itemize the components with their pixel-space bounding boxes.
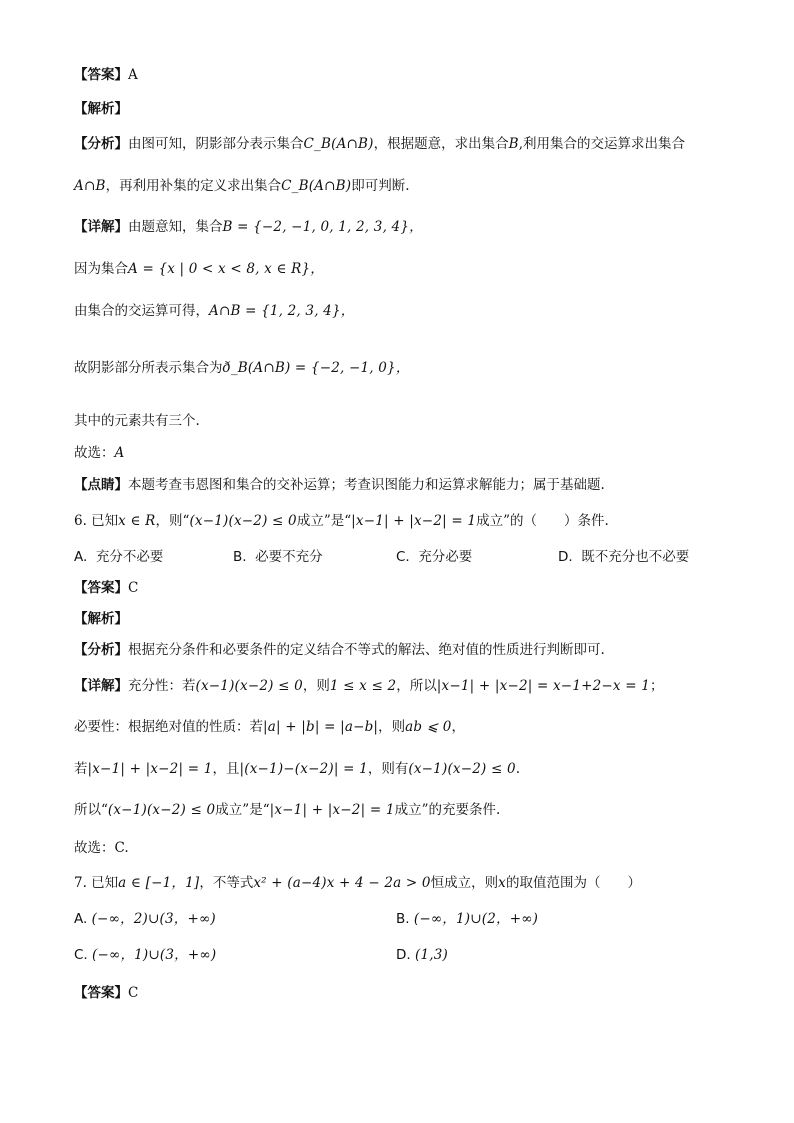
line-math: (x−1)(x−2) ≤ 0 bbox=[195, 678, 303, 694]
option-text: (−∞，2)∪(3，+∞) bbox=[91, 911, 216, 927]
fenxi-math: B bbox=[508, 136, 519, 152]
answer-value: C bbox=[128, 985, 139, 1001]
line-math: |(x−1)−(x−2)| = 1 bbox=[239, 761, 368, 777]
q7-option-a[interactable] bbox=[74, 910, 216, 928]
choose-text: 故选：C. bbox=[74, 840, 129, 856]
line-math: |x−1| + |x−2| = x−1+2−x = 1 bbox=[436, 678, 651, 694]
stem-text: 成立”的（ ）条件. bbox=[476, 513, 609, 529]
line-math: (x−1)(x−2) ≤ 0 bbox=[408, 761, 516, 777]
line-math: (x−1)(x−2) ≤ 0 bbox=[107, 802, 216, 818]
line-math: |x−1| + |x−2| = 1 bbox=[87, 761, 213, 777]
stem-math: a ∈ [−1，1] bbox=[118, 875, 200, 891]
line-text: . bbox=[515, 761, 521, 777]
option-text: (1,3) bbox=[414, 947, 448, 963]
q7-option-d[interactable] bbox=[396, 946, 448, 964]
answer-tag: 【答案】 bbox=[74, 580, 128, 596]
q7-option-b[interactable] bbox=[396, 910, 538, 928]
fenxi-math: C_B(A∩B) bbox=[303, 136, 374, 152]
line-math: ð_B(A∩B) = {−2, −1, 0}， bbox=[222, 360, 410, 376]
stem-math: x bbox=[498, 875, 506, 891]
line-math: A = {x | 0 < x < 8, x ∈ R}， bbox=[128, 261, 324, 277]
fenxi-text: ,利用集合的交运算求出集合 bbox=[518, 136, 686, 152]
question-number: 6. 已知 bbox=[74, 513, 119, 529]
answer-tag: 【答案】 bbox=[74, 67, 128, 83]
q7-option-c[interactable] bbox=[74, 946, 216, 964]
line-math: ab ⩽ 0 bbox=[405, 719, 452, 735]
option-text: 必要不充分 bbox=[255, 549, 323, 565]
q6-sufficiency-line bbox=[74, 677, 664, 695]
line-text: ； bbox=[650, 678, 664, 694]
xiangjie-tag: 【详解】 bbox=[74, 219, 128, 235]
question-number: 7. 已知 bbox=[74, 875, 119, 891]
q5-analysis-tag bbox=[74, 100, 128, 118]
fenxi-text: ，再利用补集的定义求出集合 bbox=[105, 178, 282, 194]
line-text: ，且 bbox=[212, 761, 240, 777]
line-text: 因为集合 bbox=[74, 261, 128, 277]
fenxi-text: 由图可知，阴影部分表示集合 bbox=[128, 136, 304, 152]
option-text: (−∞，1)∪(3，+∞) bbox=[92, 947, 217, 963]
q5-dianjing-line bbox=[74, 476, 605, 494]
xiangjie-text: 由题意知，集合 bbox=[128, 219, 223, 235]
q7-answer-line bbox=[74, 984, 138, 1002]
dianjing-tag: 【点睛】 bbox=[74, 477, 128, 493]
q6-if-line bbox=[74, 760, 520, 778]
line-text: 故阴影部分所表示集合为 bbox=[74, 360, 223, 376]
answer-value: C bbox=[128, 580, 139, 596]
option-text: 充分不必要 bbox=[95, 549, 164, 565]
stem-math: |x−1| + |x−2| = 1 bbox=[351, 513, 477, 529]
line-text: 其中的元素共有三个. bbox=[74, 413, 200, 429]
stem-math: x ∈ R bbox=[118, 513, 156, 529]
fenxi-tag: 【分析】 bbox=[74, 136, 128, 152]
q5-line-a bbox=[74, 260, 324, 278]
q6-option-c[interactable] bbox=[396, 548, 472, 566]
option-label: A. bbox=[74, 549, 88, 565]
q5-fenxi-line1 bbox=[74, 135, 685, 153]
fenxi-math: C_B(A∩B) bbox=[281, 178, 352, 194]
stem-text: ，不等式 bbox=[199, 875, 254, 891]
option-label: D. bbox=[558, 549, 573, 565]
q6-fenxi-line bbox=[74, 641, 605, 659]
fenxi-text: 即可判断. bbox=[351, 178, 410, 194]
choose-text: 故选： bbox=[74, 445, 115, 461]
q6-answer-line bbox=[74, 579, 138, 597]
q5-line-b bbox=[74, 302, 354, 320]
option-text: 既不充分也不必要 bbox=[581, 549, 690, 565]
q5-line-c bbox=[74, 359, 410, 377]
answer-tag: 【答案】 bbox=[74, 985, 128, 1001]
line-math: |a| + |b| = |a−b| bbox=[263, 719, 379, 735]
stem-text: ，则“ bbox=[155, 513, 190, 529]
fenxi-math: A∩B bbox=[74, 178, 106, 194]
q5-fenxi-line2 bbox=[74, 177, 410, 195]
analysis-tag: 【解析】 bbox=[74, 611, 128, 627]
line-text: ，则有 bbox=[367, 761, 409, 777]
option-label: B. bbox=[233, 549, 247, 565]
stem-math: (x−1)(x−2) ≤ 0 bbox=[189, 513, 297, 529]
line-text: 成立”的充要条件. bbox=[394, 802, 501, 818]
fenxi-tag: 【分析】 bbox=[74, 642, 128, 658]
line-text: 所以“ bbox=[74, 802, 108, 818]
line-text: 成立”是“ bbox=[215, 802, 270, 818]
option-label: D. bbox=[396, 947, 411, 963]
q6-stem bbox=[74, 512, 609, 530]
option-text: 充分必要 bbox=[418, 549, 473, 565]
line-text: 充分性：若 bbox=[128, 678, 196, 694]
line-text: ，则 bbox=[378, 719, 406, 735]
q6-option-a[interactable] bbox=[74, 548, 163, 566]
fenxi-text: 根据充分条件和必要条件的定义结合不等式的解法、绝对值的性质进行判断即可. bbox=[128, 642, 605, 658]
q6-conclusion-line bbox=[74, 801, 500, 819]
line-math: 1 ≤ x ≤ 2 bbox=[329, 678, 397, 694]
option-label: C. bbox=[396, 549, 410, 565]
xiangjie-tag: 【详解】 bbox=[74, 678, 128, 694]
q7-stem bbox=[74, 874, 641, 892]
option-label: B. bbox=[396, 911, 410, 927]
q5-choose-line bbox=[74, 444, 124, 462]
stem-text: 的取值范围为（ ） bbox=[505, 875, 641, 891]
line-text: ，则 bbox=[302, 678, 330, 694]
dianjing-text: 本题考查韦恩图和集合的交补运算；考查识图能力和运算求解能力；属于基础题. bbox=[128, 477, 605, 493]
q5-xiangjie-line bbox=[74, 218, 423, 236]
stem-text: 恒成立，则 bbox=[430, 875, 499, 891]
q6-option-d[interactable] bbox=[558, 548, 689, 566]
answer-value: A bbox=[128, 67, 138, 83]
line-text: 由集合的交运算可得， bbox=[74, 303, 209, 319]
line-math: |x−1| + |x−2| = 1 bbox=[269, 802, 395, 818]
line-text: ，所以 bbox=[396, 678, 437, 694]
option-label: C. bbox=[74, 947, 88, 963]
fenxi-text: ，根据题意，求出集合 bbox=[373, 136, 509, 152]
option-label: A. bbox=[74, 911, 88, 927]
q6-option-b[interactable] bbox=[233, 548, 323, 566]
line-text: ， bbox=[451, 719, 466, 735]
q5-answer-line bbox=[74, 66, 138, 84]
q6-necessity-line bbox=[74, 718, 465, 736]
choose-value: A bbox=[114, 445, 125, 461]
q6-analysis-tag bbox=[74, 610, 128, 628]
line-text: 若 bbox=[74, 761, 88, 777]
line-text: 必要性：根据绝对值的性质：若 bbox=[74, 719, 263, 735]
analysis-tag: 【解析】 bbox=[74, 101, 128, 117]
option-text: (−∞，1)∪(2，+∞) bbox=[413, 911, 539, 927]
q5-line-d bbox=[74, 412, 200, 430]
q6-choose-line bbox=[74, 839, 129, 857]
line-math: A∩B = {1, 2, 3, 4}， bbox=[209, 303, 355, 319]
xiangjie-math: B = {−2, −1, 0, 1, 2, 3, 4}， bbox=[222, 219, 423, 235]
stem-text: 成立”是“ bbox=[296, 513, 352, 529]
stem-math: x² + (a−4)x + 4 − 2a > 0 bbox=[253, 875, 431, 891]
